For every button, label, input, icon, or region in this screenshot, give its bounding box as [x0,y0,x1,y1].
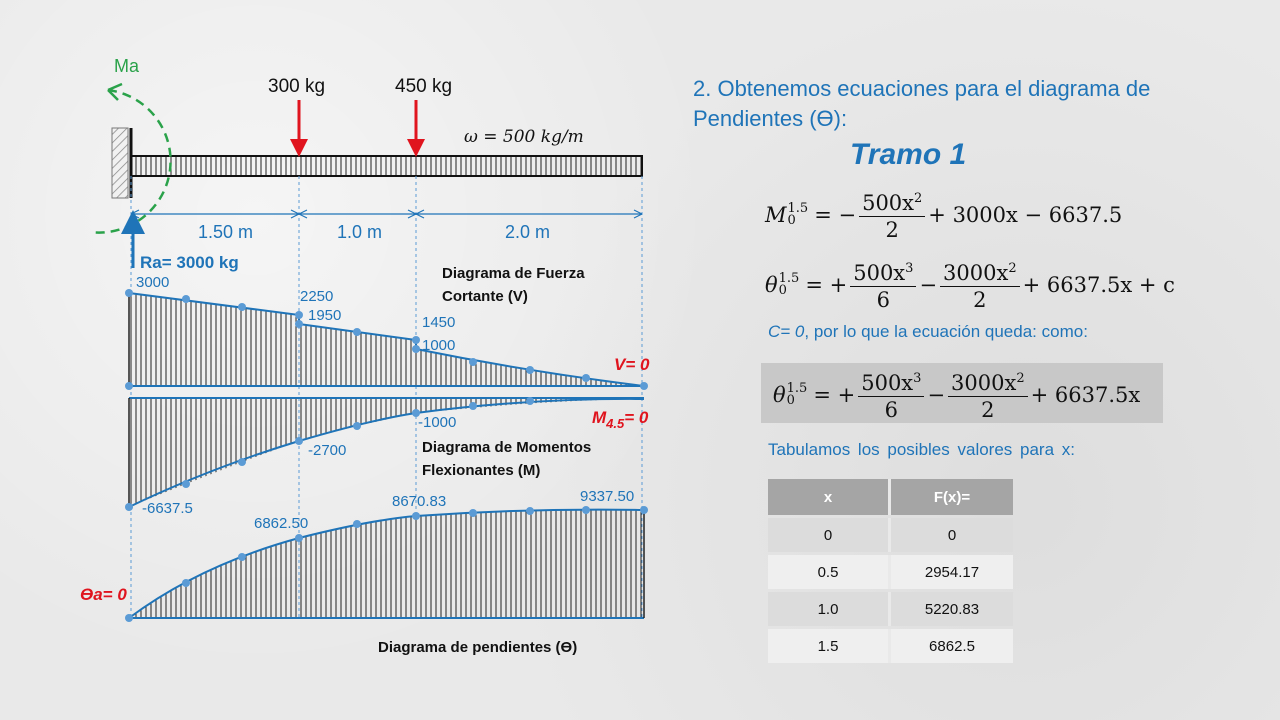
eq2-sub: 0 [778,282,787,298]
span2-label: 1.0 m [337,222,383,242]
moment-title-line1: Diagrama de Momentos [422,439,592,456]
eq3-f2-exp: 2 [1016,371,1025,386]
moment-value-1000: -1000 [418,414,457,431]
moment-equation [765,186,1122,243]
moment-end-label: $M_{4.5}= 0$ [592,408,649,431]
table-intro: Tabulamos los posibles valores para x: [768,440,1075,459]
eq2-scripts [778,270,800,298]
shear-title-line2: Cortante (V) [442,288,528,305]
eq2-rest: + 6637.5x + c [1022,272,1175,297]
cell-x: 0.5 [768,555,891,589]
slope-fill [129,510,644,618]
eq3-fraction1 [858,366,924,423]
load2-label: 450 kg [395,76,453,97]
moment-label: Ma [114,56,140,76]
eq1-num: 500x [862,191,915,215]
eq2-lhs: θ [765,272,778,297]
table-row [768,555,1013,589]
cell-x: 1.0 [768,592,891,626]
eq3-fraction2 [948,366,1028,423]
slope-start-label: ϴa= 0 [80,585,127,604]
reaction-label: Ra= 3000 kg [140,253,239,272]
slope-value-4-5: 9337.50 [580,488,635,505]
cell-fx: 2954.17 [891,555,1013,589]
moment-value-start: -6637.5 [142,500,193,517]
eq3-rest: + 6637.5x [1030,382,1141,407]
distributed-load-label: ω = 500 kg/m [464,127,584,147]
shear-value-2250: 2250 [300,288,334,305]
cell-x: 0 [768,518,891,552]
eq3-f1-exp: 3 [913,371,922,386]
cell-fx: 0 [891,518,1013,552]
eq1-den: 2 [885,218,899,242]
eq1-lhs: M [765,202,787,227]
cell-x: 1.5 [768,629,891,663]
shear-fill [129,293,644,386]
slope-value-2-5: 8670.83 [392,493,447,510]
table-row [768,592,1013,626]
eq2-f1-exp: 3 [905,261,914,276]
eq1-num-exp: 2 [914,191,923,206]
table-row [768,518,1013,552]
slope-value-1-5: 6862.50 [254,515,309,532]
eq3-f1-den: 6 [884,398,899,422]
cell-fx: 6862.5 [891,629,1013,663]
eq2-f2-num: 3000x [943,261,1009,285]
constant-note-text: , por lo que la ecuación queda: como: [804,322,1088,341]
constant-note [768,322,1088,342]
eq3-f1-num: 500x [861,371,914,395]
eq1-sub: 0 [787,212,796,228]
eq3-lhs: θ [773,382,786,407]
shear-value-1000: 1000 [422,337,456,354]
final-slope-equation [773,366,1140,423]
span3-label: 2.0 m [505,222,551,242]
slope-equation [765,256,1175,313]
shear-value-start: 3000 [136,274,170,291]
dimension-line [131,210,642,218]
eq1-fraction [859,186,925,243]
shear-value-1950: 1950 [308,307,342,324]
cell-fx: 5220.83 [891,592,1013,626]
eq1-rest: + 3000x − 6637.5 [928,202,1123,227]
table-row [768,629,1013,663]
eq3-sup: 1.5 [786,380,808,396]
eq1-scripts [787,200,809,228]
slope-title: Diagrama de pendientes (ϴ) [378,639,578,656]
eq2-fraction2 [940,256,1020,313]
eq3-f2-num: 3000x [951,371,1017,395]
eq1-sup: 1.5 [787,200,809,216]
eq3-sub: 0 [786,392,795,408]
header-x: x [768,479,891,515]
shear-value-1450: 1450 [422,314,456,331]
eq2-sup: 1.5 [778,270,800,286]
values-table [768,476,1013,666]
shear-title-line1: Diagrama de Fuerza [442,265,585,282]
header-fx: F(x)= [891,479,1013,515]
eq2-f2-exp: 2 [1008,261,1017,276]
section-heading: 2. Obtenemos ecuaciones para el diagrama de Pendientes (ϴ): [693,76,1151,131]
eq2-minus: − [919,272,938,297]
eq2-f1-num: 500x [853,261,906,285]
span1-label: 1.50 m [198,222,254,242]
eq2-fraction1 [850,256,916,313]
moment-value-2700: -2700 [308,442,347,459]
shear-end-label: V= 0 [614,355,650,374]
load1-label: 300 kg [268,76,326,97]
eq3-minus: − [927,382,946,407]
eq1-equals: = − [814,202,857,227]
eq3-equals: = + [813,382,856,407]
tramo-title: Tramo 1 [850,138,967,171]
eq2-f1-den: 6 [876,288,891,312]
eq2-equals: = + [805,272,848,297]
constant-value: C= 0 [768,322,805,341]
eq2-f2-den: 2 [973,288,987,312]
eq3-f2-den: 2 [981,398,995,422]
eq3-scripts [786,380,808,408]
fixed-wall [112,128,128,198]
moment-title-line2: Flexionantes (M) [422,462,541,479]
beam [131,156,642,176]
